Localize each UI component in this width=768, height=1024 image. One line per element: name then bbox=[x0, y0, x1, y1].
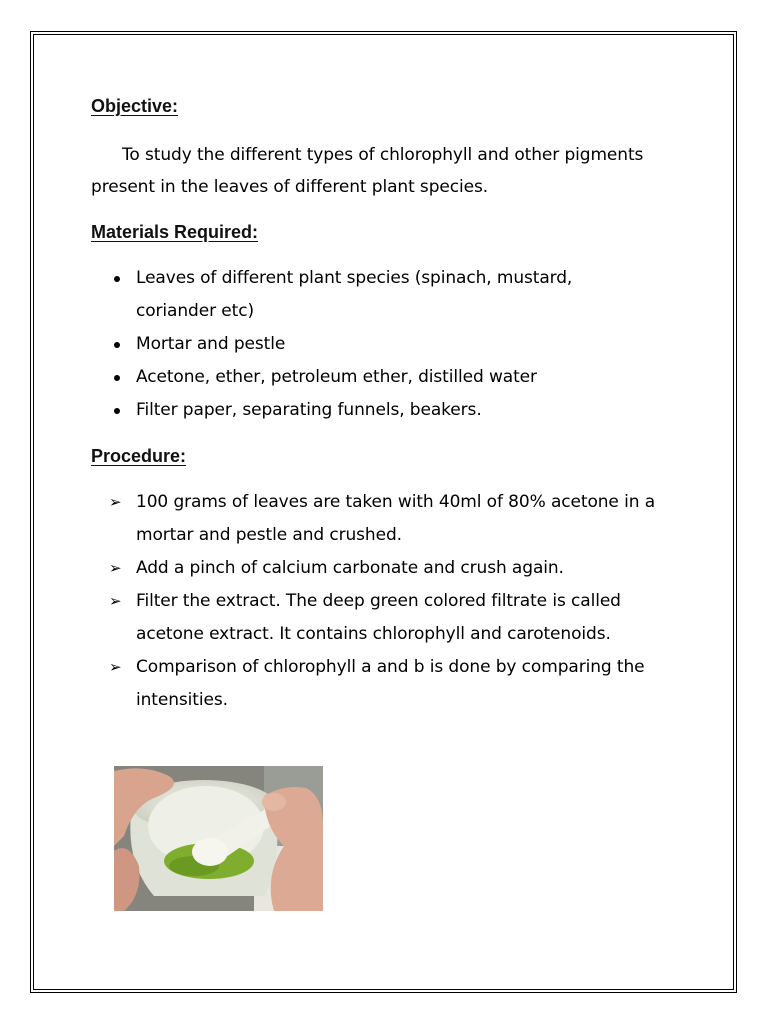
list-item: ➢ 100 grams of leaves are taken with 40ml of 80% acetone in a mortar and pestle and crushed. bbox=[0, 486, 656, 552]
bullet-icon bbox=[114, 375, 120, 381]
objective-text-content: To study the different types of chlorophyll and other pigments present in the leaves of different plant species. bbox=[91, 145, 644, 197]
arrow-bullet-icon: ➢ bbox=[109, 559, 122, 577]
procedure-heading: Procedure: bbox=[91, 446, 187, 466]
procedure-list bbox=[0, 486, 768, 717]
arrow-bullet-icon: ➢ bbox=[109, 658, 122, 676]
list-item: ➢ Filter the extract. The deep green colored filtrate is called acetone extract. It contains chlorophyll and carotenoids. bbox=[0, 585, 656, 651]
arrow-bullet-icon: ➢ bbox=[109, 592, 122, 610]
objective-text bbox=[91, 139, 651, 203]
bullet-icon bbox=[114, 408, 120, 414]
list-item: ➢ Add a pinch of calcium carbonate and crush again. bbox=[0, 552, 656, 585]
list-item: Leaves of different plant species (spinach, mustard, coriander etc) bbox=[0, 262, 656, 328]
list-item: Mortar and pestle bbox=[0, 328, 656, 361]
materials-list bbox=[0, 262, 768, 427]
bullet-icon bbox=[114, 276, 120, 282]
materials-heading: Materials Required: bbox=[91, 222, 259, 242]
mortar-pestle-photo bbox=[114, 766, 323, 911]
bullet-icon bbox=[114, 342, 120, 348]
list-item: ➢ Comparison of chlorophyll a and b is done by comparing the intensities. bbox=[0, 651, 656, 717]
objective-heading: Objective: bbox=[91, 96, 179, 116]
list-item: Acetone, ether, petroleum ether, distilled water bbox=[0, 361, 656, 394]
list-item: Filter paper, separating funnels, beakers. bbox=[0, 394, 656, 427]
arrow-bullet-icon: ➢ bbox=[109, 493, 122, 511]
